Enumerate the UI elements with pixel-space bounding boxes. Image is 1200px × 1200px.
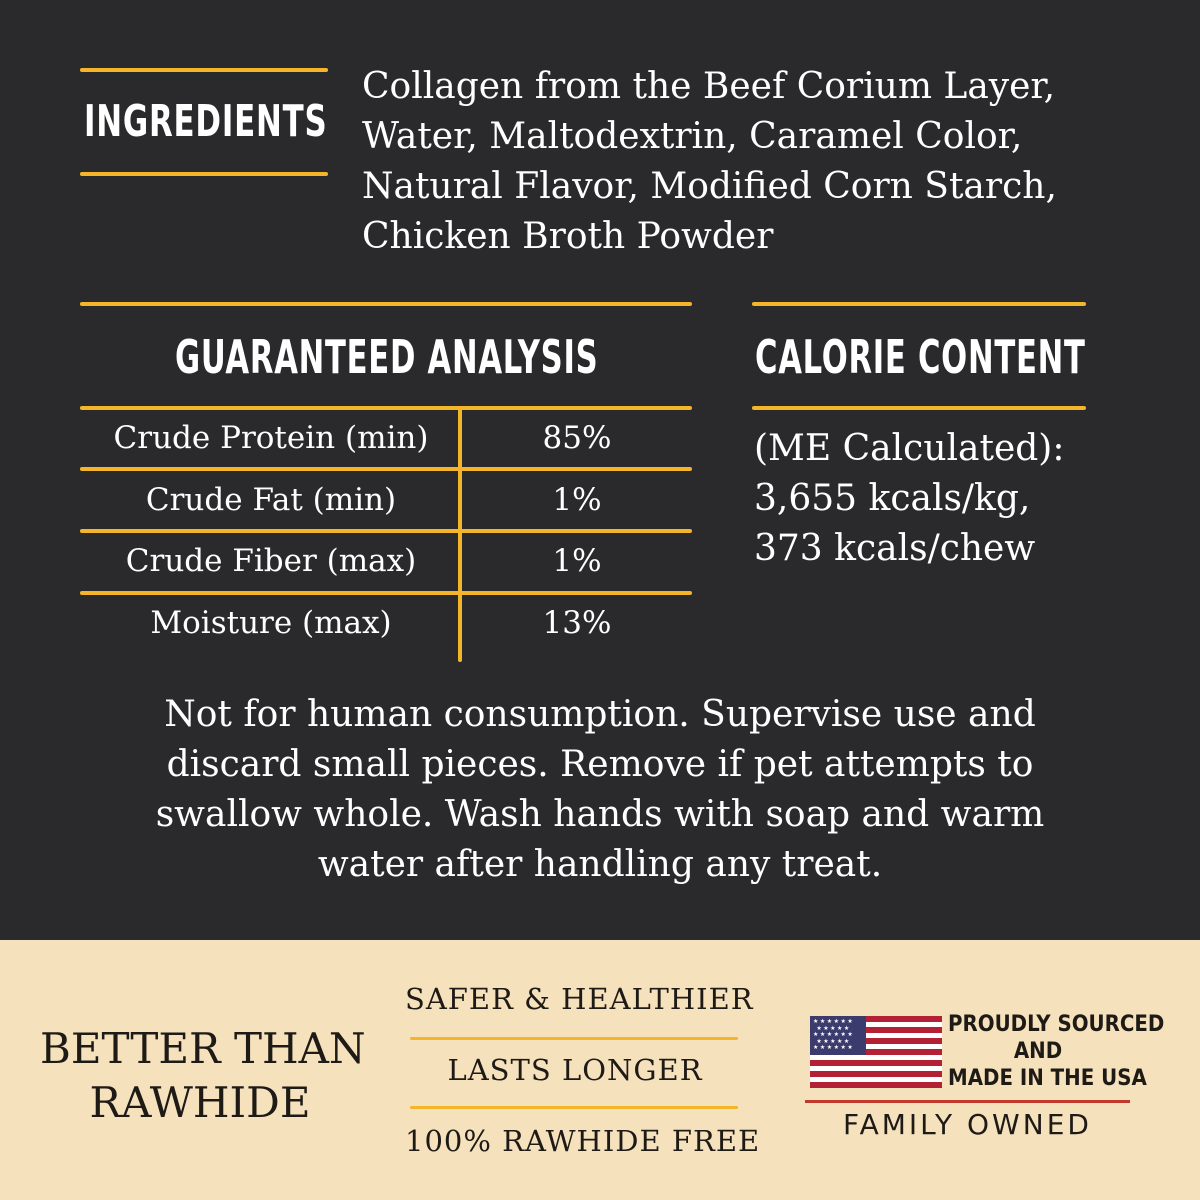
benefit-item: LASTS LONGER — [447, 1053, 703, 1087]
analysis-row-label: Crude Fiber (max) — [125, 543, 417, 579]
family-divider — [805, 1100, 1130, 1103]
ingredients-line: Collagen from the Beef Corium Layer, — [362, 66, 1056, 107]
warning-text — [100, 690, 1100, 890]
better-than-rawhide — [40, 1022, 366, 1130]
analysis-row-divider — [80, 467, 692, 471]
analysis-row-value: 85% — [542, 420, 612, 456]
calorie-line: 373 kcals/chew — [754, 528, 1036, 569]
sourced-line: PROUDLY SOURCED — [948, 1012, 1165, 1037]
calorie-line: (ME Calculated): — [754, 428, 1065, 469]
analysis-header-rule — [80, 406, 692, 410]
calorie-values — [754, 424, 1064, 574]
analysis-row-value: 1% — [552, 543, 602, 579]
analysis-top-rule — [80, 302, 692, 306]
warning-line: discard small pieces. Remove if pet attempts to — [166, 744, 1034, 785]
analysis-row-label: Crude Fat (min) — [145, 482, 397, 518]
ingredients-line: Water, Maltodextrin, Caramel Color, — [362, 116, 1023, 157]
us-flag-icon: ★★★★★★ ★★★★★ ★★★★★★ ★★★★★ ★★★★★★ — [810, 1016, 942, 1088]
calorie-title: CALORIE CONTENT — [755, 330, 1086, 384]
warning-line: swallow whole. Wash hands with soap and warm — [155, 794, 1045, 835]
better-line: RAWHIDE — [89, 1078, 311, 1127]
ingredients-title: INGREDIENTS — [84, 96, 328, 147]
ingredients-line: Natural Flavor, Modified Corn Starch, — [362, 166, 1057, 207]
analysis-row-label: Crude Protein (min) — [113, 420, 429, 456]
analysis-row-value: 13% — [542, 605, 612, 641]
family-owned: FAMILY OWNED — [843, 1108, 1092, 1141]
benefit-item: SAFER & HEALTHIER — [405, 982, 754, 1016]
ingredients-top-rule — [80, 68, 328, 72]
calorie-top-rule — [752, 302, 1086, 306]
analysis-row-label: Moisture (max) — [150, 605, 392, 641]
calorie-line: 3,655 kcals/kg, — [754, 478, 1031, 519]
calorie-bottom-rule — [752, 406, 1086, 410]
benefit-divider — [410, 1037, 738, 1040]
analysis-title: GUARANTEED ANALYSIS — [175, 330, 599, 384]
benefit-divider — [410, 1106, 738, 1109]
warning-line: water after handling any treat. — [317, 844, 883, 885]
ingredients-bottom-rule — [80, 172, 328, 176]
benefit-item: 100% RAWHIDE FREE — [405, 1124, 761, 1158]
analysis-row-divider — [80, 529, 692, 533]
sourced-line: AND — [1013, 1039, 1063, 1064]
better-line: BETTER THAN — [40, 1024, 366, 1073]
sourced-line: MADE IN THE USA — [948, 1066, 1147, 1091]
analysis-row-divider — [80, 591, 692, 595]
warning-line: Not for human consumption. Supervise use and — [164, 694, 1036, 735]
ingredients-list — [362, 62, 1142, 262]
ingredients-line: Chicken Broth Powder — [362, 216, 774, 257]
analysis-row-value: 1% — [552, 482, 602, 518]
